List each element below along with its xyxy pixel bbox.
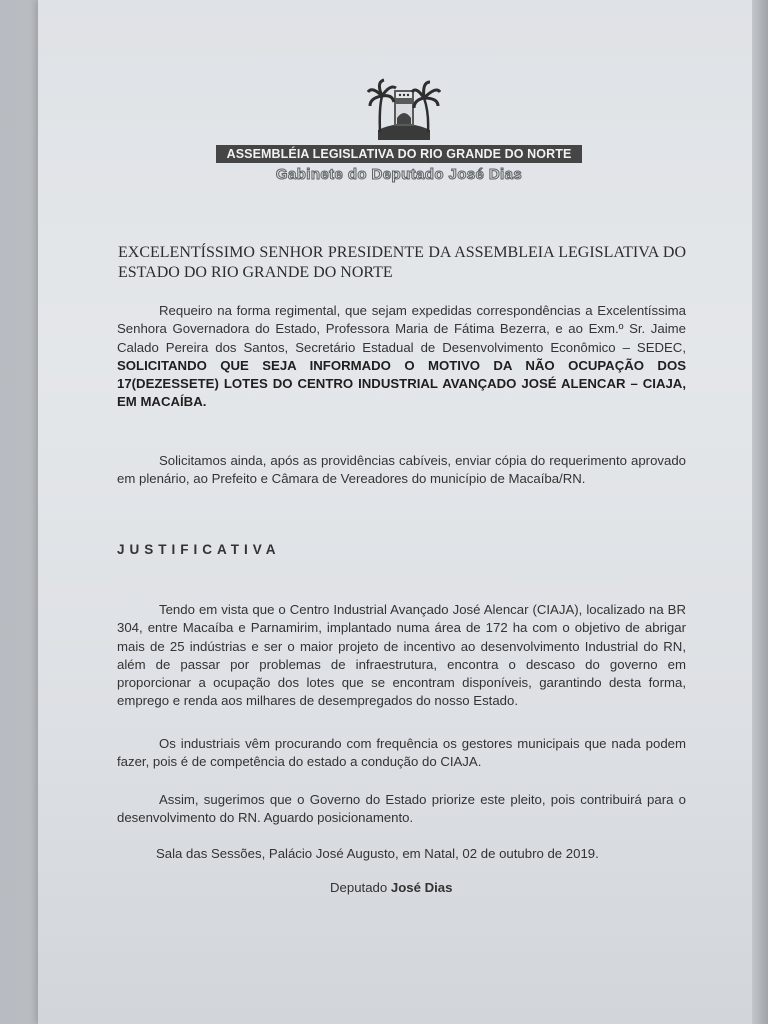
justification-paragraph-1: Tendo em vista que o Centro Industrial Avançado José Alencar (CIAJA), localizado na BR 304, entre Macaíba e Parnamirim, implantado numa área de 172 ha com o objetivo de abrigar mais de 25 indústrias e ser o maior projeto de incentivo ao desenvolvimento Industrial do RN, além de passar por problemas de infraestrutura, encontra o descaso do governo em proporcionar a ocupação dos lotes que se encontram disponíveis, garantindo desta forma, emprego e renda aos milhares de desempregados do nosso Estado. (117, 602, 686, 709)
request-text: Requeiro na forma regimental, que sejam expedidas correspondências a Excelentíssima Senhora Governadora do Estado, Professora Maria de Fátima Bezerra, e ao Exm.º Sr. Jaime Calado Pereira dos Santos, Secretário Estadual de Desenvolvimento Econômico – SEDEC, (117, 303, 686, 355)
addressee: EXCELENTÍSSIMO SENHOR PRESIDENTE DA ASSEMBLEIA LEGISLATIVA DO ESTADO DO RIO GRANDE DO NORTE (118, 244, 686, 281)
cabinet-subtitle: Gabinete do Deputado José Dias (275, 166, 523, 183)
request-paragraph (117, 302, 686, 412)
state-coat-of-arms-icon (366, 78, 442, 142)
assembly-banner: ASSEMBLÉIA LEGISLATIVA DO RIO GRANDE DO NORTE (216, 145, 582, 163)
paper-stack-edge (752, 0, 768, 1024)
signature-name: José Dias (390, 880, 453, 895)
session-date-line: Sala das Sessões, Palácio José Augusto, em Natal, 02 de outubro de 2019. (156, 846, 599, 861)
solicitation-paragraph: Solicitamos ainda, após as providências cabíveis, enviar cópia do requerimento aprovado em plenário, ao Prefeito e Câmara de Vereadores do município de Macaíba/RN. (117, 453, 686, 487)
justification-heading: JUSTIFICATIVA (117, 542, 281, 557)
signature-line (330, 880, 452, 895)
justification-paragraph-3: Assim, sugerimos que o Governo do Estado priorize este pleito, pois contribuirá para o desenvolvimento do RN. Aguardo posicionamento. (117, 792, 686, 826)
justification-paragraph-2: Os industriais vêm procurando com frequência os gestores municipais que nada podem fazer, pois é de competência do estado a condução do CIAJA. (117, 736, 686, 770)
signature-prefix: Deputado (330, 880, 388, 895)
request-bold-text: SOLICITANDO QUE SEJA INFORMADO O MOTIVO DA NÃO OCUPAÇÃO DOS 17(DEZESSETE) LOTES DO CENTRO INDUSTRIAL AVANÇADO JOSÉ ALENCAR – CIAJA, EM MACAÍBA. (117, 357, 686, 410)
